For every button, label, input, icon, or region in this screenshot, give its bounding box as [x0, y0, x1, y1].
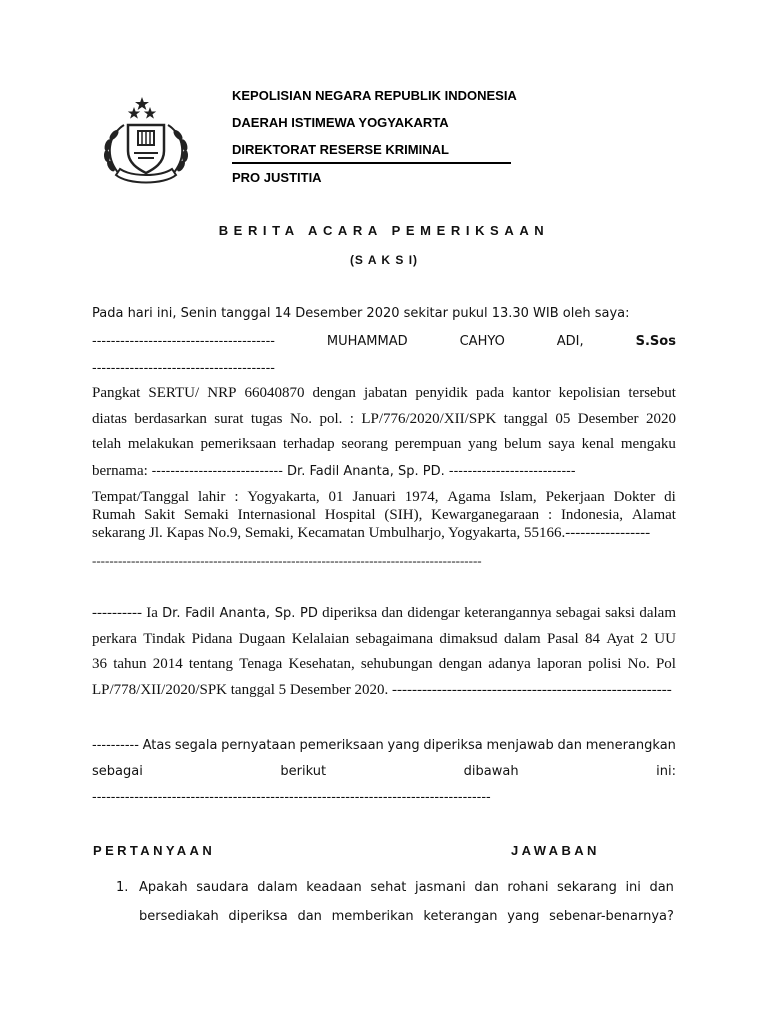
police-emblem-icon [98, 95, 194, 187]
para4-word: berikut [280, 764, 327, 779]
para3-text: diperiksa dan didengar keterangannya sebagai saksi dalam [317, 605, 677, 621]
witness-name: ---------------------------- Dr. Fadil Ananta, Sp. PD. --------------------------- [151, 464, 576, 479]
header-line-1: KEPOLISIAN NEGARA REPUBLIK INDONESIA [232, 88, 517, 103]
document-subtitle: (S A K S I) [349, 253, 419, 267]
para3-text: ---------- Ia [92, 605, 163, 621]
para4-line-2 [92, 764, 676, 779]
answer-header: JAWABAN [511, 843, 600, 858]
question-line: bersediakah diperiksa dan memberikan keterangan yang sebenar-benarnya? [139, 909, 674, 924]
officer-line [92, 334, 676, 349]
name-label: bernama: [92, 463, 152, 479]
para3-line: LP/778/XII/2020/SPK tanggal 5 Desember 2020. -------------------------------------------------------- [92, 682, 672, 698]
para4-dashes: ------------------------------------------------------------------------------------- [92, 790, 491, 805]
para3-line [92, 605, 676, 622]
para2-dashes: ------------------------------------------------------------------------------------------ [92, 553, 482, 568]
para1-last-line [92, 462, 676, 480]
opening-line: Pada hari ini, Senin tanggal 14 Desember 2020 sekitar pukul 13.30 WIB oleh saya: [92, 306, 630, 321]
officer-name-part: MUHAMMAD [326, 334, 408, 349]
para1-line: telah melakukan pemeriksaan terhadap seorang perempuan yang belum saya kenal mengaku [92, 436, 676, 452]
witness-name-inline: Dr. Fadil Ananta, Sp. PD [162, 606, 318, 621]
question-line: Apakah saudara dalam keadaan sehat jasmani dan rohani sekarang ini dan [139, 880, 674, 895]
para1-line: diatas berdasarkan surat tugas No. pol. : LP/776/2020/XII/SPK tanggal 05 Desember 2020 [92, 411, 676, 427]
header-line-2: DAERAH ISTIMEWA YOGYAKARTA [232, 115, 449, 130]
document-title: BERITA ACARA PEMERIKSAAN [218, 223, 550, 238]
para1-line: Pangkat SERTU/ NRP 66040870 dengan jabatan penyidik pada kantor kepolisian tersebut [92, 385, 676, 401]
para3-line: 36 tahun 2014 tentang Tenaga Kesehatan, sehubungan dengan adanya laporan polisi No. Pol [92, 656, 676, 672]
question-header: PERTANYAAN [93, 843, 216, 858]
header-divider [232, 162, 511, 164]
star-icon [135, 97, 149, 110]
officer-dashes: --------------------------------------- [92, 334, 275, 349]
para3-line: perkara Tindak Pidana Dugaan Kelalaian sebagaimana dimaksud dalam Pasal 84 Ayat 2 UU [92, 631, 676, 647]
header-line-4: PRO JUSTITIA [232, 170, 322, 185]
officer-name-part: CAHYO [459, 334, 505, 349]
officer-name-part: ADI, [556, 334, 584, 349]
para2-line: sekarang Jl. Kapas No.9, Semaki, Kecamatan Umbulharjo, Yogyakarta, 55166.----------------- [92, 525, 651, 541]
officer-name-part: S.Sos [635, 334, 676, 349]
para2-line: Tempat/Tanggal lahir : Yogyakarta, 01 Januari 1974, Agama Islam, Pekerjaan Dokter di [92, 489, 676, 505]
para4-word: ini: [656, 764, 676, 779]
header-line-3: DIREKTORAT RESERSE KRIMINAL [232, 142, 449, 157]
officer-dashes-after: --------------------------------------- [92, 361, 275, 376]
para4-word: sebagai [92, 764, 143, 779]
para4-word: dibawah [463, 764, 519, 779]
question-number: 1. [116, 880, 129, 895]
para2-line: Rumah Sakit Semaki Internasional Hospital (SIH), Kewarganegaraan : Indonesia, Alamat [92, 507, 676, 523]
para4-line: ---------- Atas segala pernyataan pemeriksaan yang diperiksa menjawab dan menerangkan [92, 738, 676, 753]
